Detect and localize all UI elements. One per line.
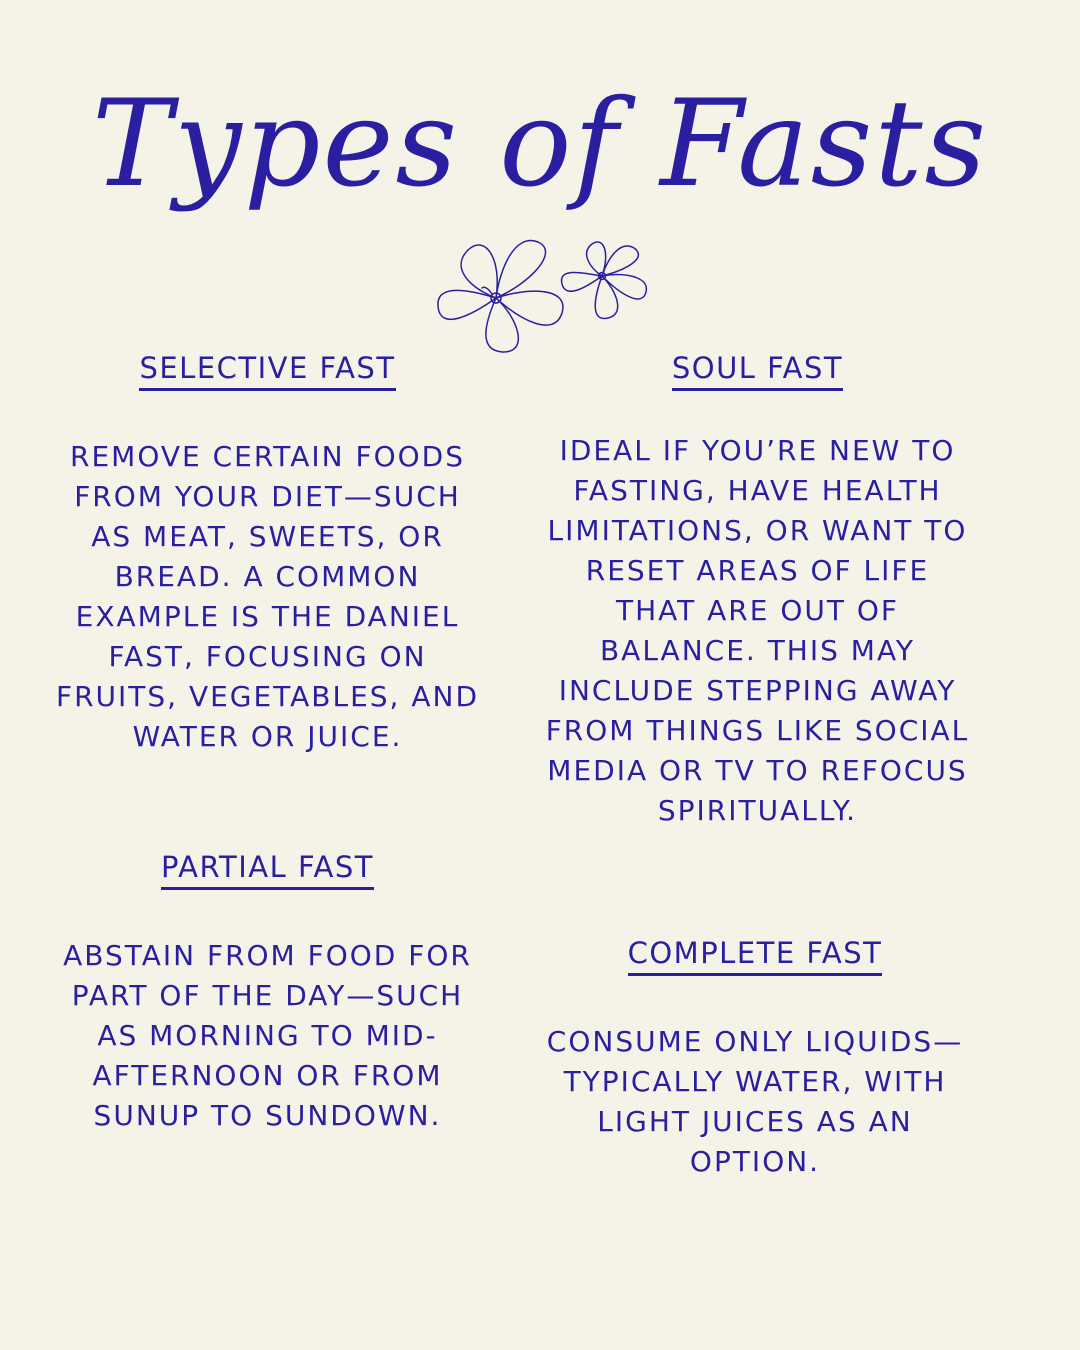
partial-fast-description: ABSTAIN FROM FOOD FOR PART OF THE DAY—SUCH AS MORNING TO MID-AFTERNOON OR FROM SUNUP TO SUNDOWN. bbox=[63, 939, 472, 1132]
complete-fast-heading: COMPLETE FAST bbox=[628, 935, 883, 976]
soul-fast-description: IDEAL IF YOU’RE NEW TO FASTING, HAVE HEALTH LIMITATIONS, OR WANT TO RESET AREAS OF LIFE THAT ARE OUT OF BALANCE. THIS MAY INCLUDE STEPPING AWAY FROM THINGS LIKE SOCIAL MEDIA OR TV TO REFOCUS SPIRITUALLY. bbox=[545, 434, 970, 827]
selective-fast-section bbox=[55, 350, 480, 757]
complete-fast-description: CONSUME ONLY LIQUIDS—TYPICALLY WATER, WITH LIGHT JUICES AS AN OPTION. bbox=[546, 1025, 964, 1178]
flower-outline-icon bbox=[430, 228, 660, 358]
partial-fast-section bbox=[55, 849, 480, 1136]
soul-fast-heading: SOUL FAST bbox=[672, 350, 843, 391]
page-title: Types of Fasts bbox=[91, 75, 989, 214]
partial-fast-heading: PARTIAL FAST bbox=[161, 849, 374, 890]
selective-fast-heading: SELECTIVE FAST bbox=[139, 350, 395, 391]
complete-fast-section bbox=[540, 935, 970, 1182]
soul-fast-section bbox=[545, 350, 970, 831]
selective-fast-description: REMOVE CERTAIN FOODS FROM YOUR DIET—SUCH AS MEAT, SWEETS, OR BREAD. A COMMON EXAMPLE IS THE DANIEL FAST, FOCUSING ON FRUITS, VEGETABLES, AND WATER OR JUICE. bbox=[55, 440, 480, 753]
